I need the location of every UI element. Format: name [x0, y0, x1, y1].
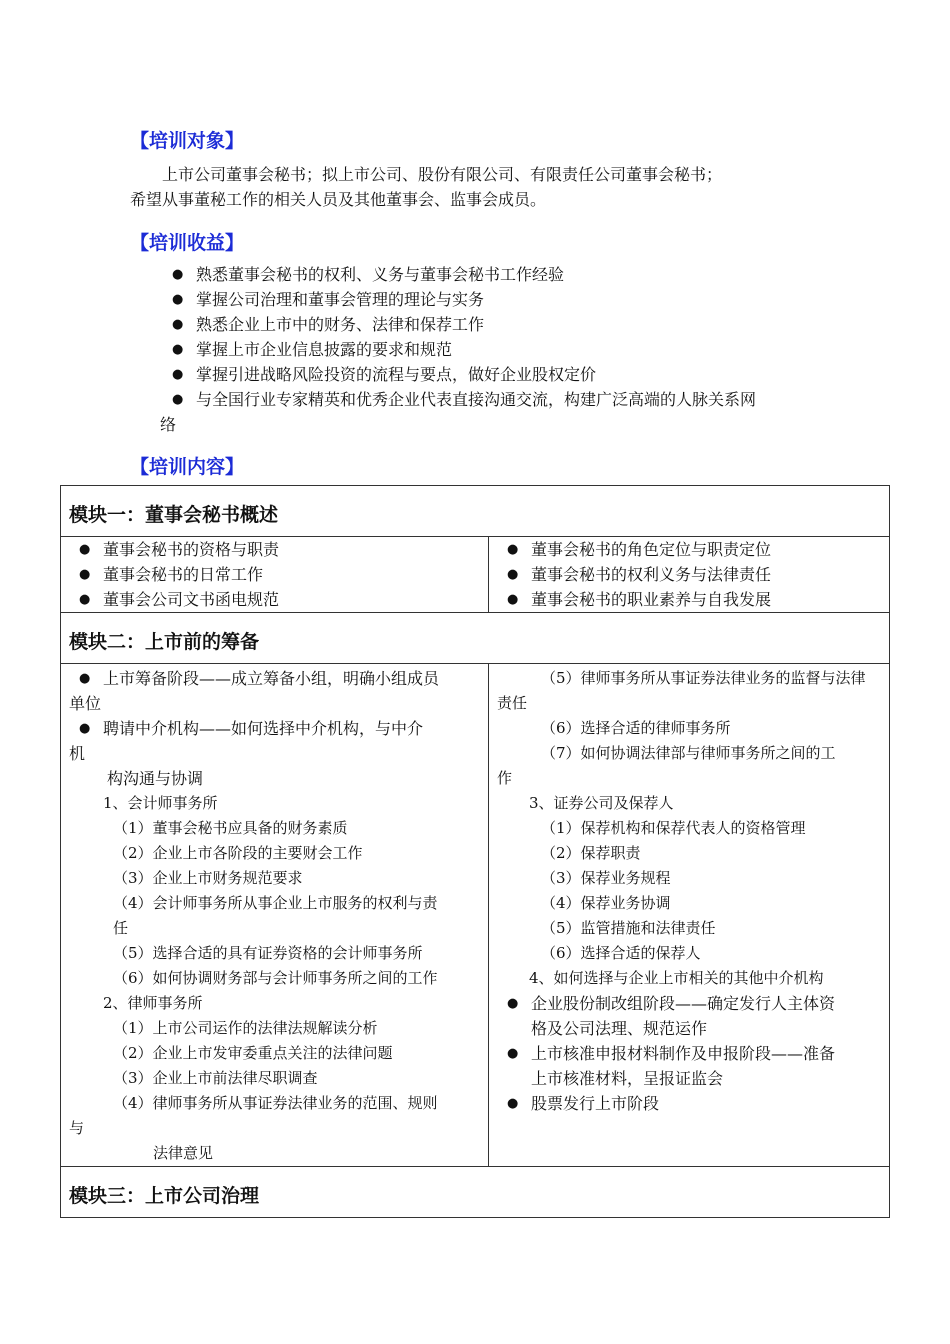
sub-item: （1）保荐机构和保荐代表人的资格管理 [541, 819, 806, 837]
sub-item: （3）企业上市财务规范要求 [113, 869, 303, 887]
list-item-continuation: 上市核准材料，呈报证监会 [531, 1069, 724, 1088]
list-item: ● 聘请中介机构——如何选择中介机构，与中介 [61, 716, 488, 741]
sub-item: （6）如何协调财务部与会计师事务所之间的工作 [113, 969, 438, 987]
list-item: ● 熟悉企业上市中的财务、法律和保荐工作 [172, 312, 852, 337]
sub-item: （5）律师事务所从事证券法律业务的监督与法律 [541, 669, 866, 687]
module-1-right-cell [489, 537, 890, 613]
list-item: ● 掌握公司治理和董事会管理的理论与实务 [172, 287, 852, 312]
sub-item: （2）保荐职责 [541, 844, 641, 862]
module-2-right-cell [489, 664, 890, 1167]
heading-training-content: 【培训内容】 [130, 456, 245, 478]
sub-item: （4）保荐业务协调 [541, 894, 671, 912]
audience-line-2: 希望从事董秘工作的相关人员及其他董事会、监事会成员。 [130, 190, 547, 209]
sub-item: （6）选择合适的保荐人 [541, 944, 701, 962]
module-2-left-cell [61, 664, 489, 1167]
sub-item: （4）律师事务所从事证券法律业务的范围、规则 [113, 1094, 438, 1112]
sub-item: （2）企业上市发审委重点关注的法律问题 [113, 1044, 393, 1062]
module-2-title: 模块二：上市前的筹备 [61, 613, 890, 664]
audience-line-1: 上市公司董事会秘书；拟上市公司、股份有限公司、有限责任公司董事会秘书； [162, 165, 723, 184]
list-item: ● 董事会秘书的职业素养与自我发展 [489, 587, 889, 612]
list-item: ● 董事会秘书的权利义务与法律责任 [489, 562, 889, 587]
list-item: ● 上市筹备阶段——成立筹备小组，明确小组成员 [61, 666, 488, 691]
subheading: 1、会计师事务所 [103, 794, 218, 812]
sub-item-continuation: 任 [113, 919, 129, 937]
audience-paragraph [130, 162, 830, 212]
module-1-title: 模块一：董事会秘书概述 [61, 486, 890, 537]
sub-item: （1）上市公司运作的法律法规解读分析 [113, 1019, 378, 1037]
sub-item: （3）企业上市前法律尽职调查 [113, 1069, 318, 1087]
sub-item: （5）选择合适的具有证券资格的会计师事务所 [113, 944, 423, 962]
list-item: ● 董事会秘书的资格与职责 [61, 537, 488, 562]
list-item: ● 掌握上市企业信息披露的要求和规范 [172, 337, 852, 362]
list-item: ● 董事会秘书的角色定位与职责定位 [489, 537, 889, 562]
sub-item-continuation: 法律意见 [153, 1144, 214, 1162]
sub-item-continuation: 责任 [497, 694, 528, 712]
list-item: ● 董事会公司文书函电规范 [61, 587, 488, 612]
modules-table [60, 485, 890, 1218]
sub-item: （7）如何协调法律部与律师事务所之间的工 [541, 744, 836, 762]
sub-item: （4）会计师事务所从事企业上市服务的权利与责 [113, 894, 438, 912]
list-item: ● 上市核准申报材料制作及申报阶段——准备 [489, 1041, 889, 1066]
sub-item-continuation: 作 [497, 769, 513, 787]
subheading: 4、如何选择与企业上市相关的其他中介机构 [529, 969, 824, 987]
heading-training-benefits: 【培训收益】 [130, 232, 245, 254]
benefits-list [160, 262, 852, 437]
list-item: ● 与全国行业专家精英和优秀企业代表直接沟通交流，构建广泛高端的人脉关系网 [172, 387, 852, 412]
list-item: ● 企业股份制改组阶段——确定发行人主体资 [489, 991, 889, 1016]
module-1-left-cell [61, 537, 489, 613]
sub-item: （2）企业上市各阶段的主要财会工作 [113, 844, 363, 862]
heading-training-audience: 【培训对象】 [130, 130, 245, 152]
module-3-title: 模块三：上市公司治理 [61, 1167, 890, 1218]
list-item-continuation: 机 [69, 744, 86, 763]
sub-item: （1）董事会秘书应具备的财务素质 [113, 819, 348, 837]
sub-item: （5）监管措施和法律责任 [541, 919, 716, 937]
list-item-continuation: 构沟通与协调 [107, 769, 204, 788]
list-item-continuation: 单位 [69, 694, 102, 713]
sub-item-continuation: 与 [69, 1119, 85, 1137]
list-item: ● 股票发行上市阶段 [489, 1091, 889, 1116]
subheading: 3、证券公司及保荐人 [529, 794, 674, 812]
list-item-continuation: 格及公司法理、规范运作 [531, 1019, 708, 1038]
list-item: ● 熟悉董事会秘书的权利、义务与董事会秘书工作经验 [172, 262, 852, 287]
list-item: ● 董事会秘书的日常工作 [61, 562, 488, 587]
subheading: 2、律师事务所 [103, 994, 203, 1012]
list-item-continuation: 络 [160, 415, 177, 434]
sub-item: （3）保荐业务规程 [541, 869, 671, 887]
sub-item: （6）选择合适的律师事务所 [541, 719, 731, 737]
list-item: ● 掌握引进战略风险投资的流程与要点，做好企业股权定价 [172, 362, 852, 387]
